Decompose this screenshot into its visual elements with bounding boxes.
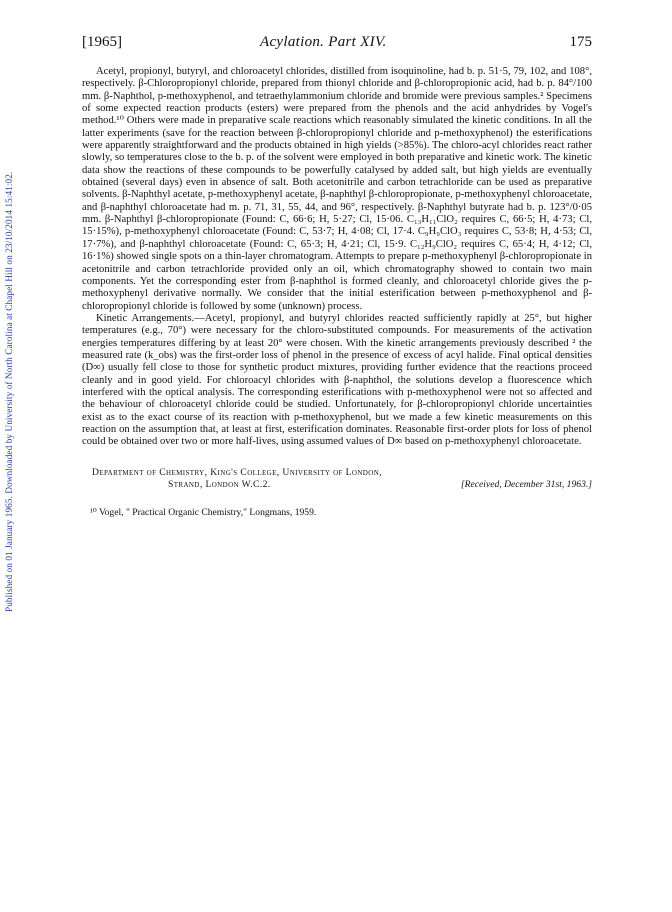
affiliation-line-2: Strand, London W.C.2. xyxy=(168,478,271,490)
affiliation-line-1: Department of Chemistry, King's College, University of London, xyxy=(92,466,382,478)
download-notice-text: Published on 01 January 1965. Downloaded by University of North Carolina at Chapel Hill on 23/10/2014 15:41:02. xyxy=(4,171,14,612)
running-header xyxy=(82,34,592,56)
affiliation-block xyxy=(82,467,592,493)
paragraph-experimental: Acetyl, propionyl, butyryl, and chloroacetyl chlorides, distilled from isoquinoline, had b. p. 51·5, 79, 102, and 108°, respectively. β-Chloropropionyl chloride, prepared from thionyl chloride and β-chloropropionic acid, had b. p. 84°/100 mm. β-Naphthol, p-methoxyphenol, and tetraethylammonium chloride and bromide were previous samples.² Specimens of some expected reaction products (esters) were prepared from the phenols and the acid anhydrides by Vogel's method.¹⁰ Others were made in preparative scale reactions which reasonably simulated the kinetic conditions. In all the latter experiments (save for the reaction between β-chloropropionyl chloride and p-methoxyphenol) the esterifications were apparently straightforward and the products obtained in high yields (>85%). The chloro-acyl chlorides react rather slowly, so temperatures close to the b. p. of the solvent were employed in both preparative and kinetic work. The kinetic data show the reactions of these compounds to be powerfully catalysed by added salt, but high yields are eventually obtained (several days) even in absence of salt. Both acetonitrile and carbon tetrachloride can be used as preparative solvents. β-Naphthyl acetate, p-methoxyphenyl acetate, β-naphthyl β-chloropropionate, p-methoxyphenyl chloroacetate, and β-naphthyl chloroacetate had m. p. 71, 31, 55, 44, and 96°, respectively. β-Naphthyl butyrate had b. p. 123°/0·05 mm. β-Naphthyl β-chloropropionate (Found: C, 66·6; H, 5·27; Cl, 15·06. C₁₃H₁₁ClO₂ requires C, 66·5; H, 4·73; Cl, 15·15%), p-methoxyphenyl chloroacetate (Found: C, 53·7; H, 4·08; Cl, 17·4. C₉H₉ClO₃ requires C, 53·8; H, 4·53; Cl, 17·7%), and β-naphthyl chloroacetate (Found: C, 65·3; H, 4·21; Cl, 15·9. C₁₂H₉ClO₂ requires C, 65·4; H, 4·12; Cl, 16·1%) showed single spots on a thin-layer chromatogram. Attempts to prepare p-methoxyphenyl β-chloropropionate in acetonitrile and carbon tetrachloride provided only an oil, which chromatography showed to contain two main components. Yet the corresponding ester from β-naphthol is formed cleanly, and chloroacetyl chloride gives the p-methoxyphenyl derivative normally. We consider that the initial esterification between p-methoxyphenol and β-chloropropionyl chloride is followed by some (unknown) process. xyxy=(82,66,592,312)
header-title: Acylation. Part XIV. xyxy=(260,34,387,50)
received-date: [Received, December 31st, 1963.] xyxy=(460,478,592,490)
download-notice-sidebar xyxy=(2,52,16,612)
article-body xyxy=(82,66,592,449)
page-number: 175 xyxy=(569,34,592,50)
page-content xyxy=(82,34,592,518)
footnote: ¹⁰ Vogel, " Practical Organic Chemistry," Longmans, 1959. xyxy=(90,506,317,518)
header-year: [1965] xyxy=(82,34,122,50)
paragraph-kinetic-arrangements: Kinetic Arrangements.—Acetyl, propionyl, and butyryl chlorides reacted sufficiently rapidly at 25°, but higher temperatures (e.g., 70°) were necessary for the chloro-substituted compounds. For measurements of the activation energies temperatures differing by at least 20° were chosen. With the kinetic arrangements previously described ² the measured rate (k_obs) was the first-order loss of phenol in the presence of excess of acyl halide. Final optical densities (D∞) usually fell close to those for synthetic product mixtures, providing further evidence that the reactions proceed cleanly and in good yield. For chloroacyl chlorides with β-naphthol, the solutions develop a fluorescence which interfered with the optical analysis. The corresponding esterifications with p-methoxyphenol were not so affected and the behaviour of chloroacetyl chloride could be studied. Unfortunately, for β-chloropropionyl chloride uncertainties exist as to the exact course of its reaction with p-methoxyphenol, but we made a few kinetic measurements on this reaction on the assumption that, at least at first, esterification dominates. Reasonable first-order plots for loss of phenol could be obtained over two or more half-lives, using assumed values of D∞ based on p-methoxyphenyl chloroacetate. xyxy=(82,312,592,448)
